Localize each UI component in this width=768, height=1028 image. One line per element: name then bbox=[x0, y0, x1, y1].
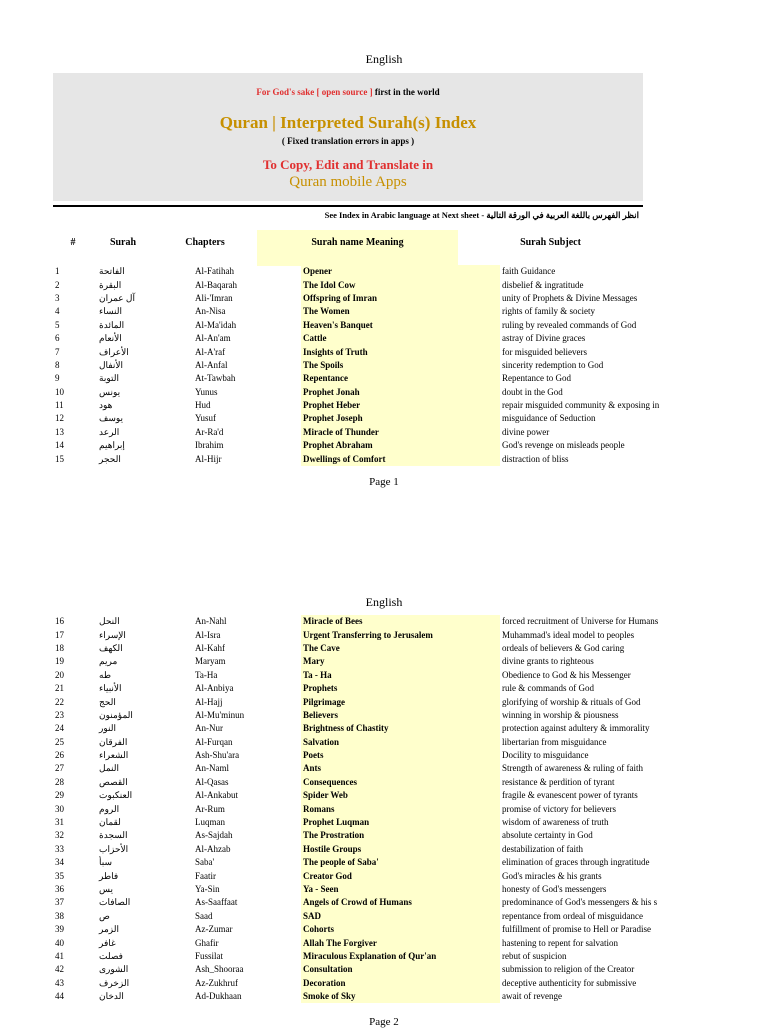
table-row bbox=[53, 816, 680, 829]
surah-number: 10 bbox=[55, 386, 64, 397]
surah-number: 40 bbox=[55, 937, 64, 948]
surah-number: 12 bbox=[55, 413, 64, 424]
surah-meaning: Consequences bbox=[301, 776, 500, 789]
table-row bbox=[53, 789, 680, 802]
table-row bbox=[53, 869, 680, 882]
banner-subtitle: ( Fixed translation errors in apps ) bbox=[281, 136, 415, 146]
surah-arabic-name: الحجر bbox=[99, 453, 121, 464]
surah-subject: ordeals of believers & God caring bbox=[502, 642, 625, 653]
surah-subject: rule & commands of God bbox=[502, 683, 594, 694]
surah-meaning: Cattle bbox=[301, 332, 500, 345]
surah-number: 34 bbox=[55, 857, 64, 868]
surah-number: 14 bbox=[55, 440, 64, 451]
surah-transliteration: Al-Hijr bbox=[195, 453, 222, 464]
title-banner bbox=[53, 73, 643, 201]
surah-meaning: Salvation bbox=[301, 736, 500, 749]
surah-transliteration: At-Tawbah bbox=[195, 373, 236, 384]
surah-meaning: Poets bbox=[301, 749, 500, 762]
surah-meaning: Dwellings of Comfort bbox=[301, 452, 500, 465]
surah-transliteration: Faatir bbox=[195, 870, 216, 881]
table-row bbox=[53, 452, 680, 465]
surah-arabic-name: المؤمنون bbox=[99, 709, 133, 720]
surah-number: 3 bbox=[55, 292, 60, 303]
surah-number: 33 bbox=[55, 843, 64, 854]
table-row bbox=[53, 736, 680, 749]
surah-number: 2 bbox=[55, 279, 60, 290]
surah-meaning: Miracle of Thunder bbox=[301, 426, 500, 439]
surah-meaning: Smoke of Sky bbox=[301, 990, 500, 1003]
surah-arabic-name: طه bbox=[99, 669, 111, 680]
divider-rule bbox=[53, 205, 643, 207]
surah-arabic-name: الأعراف bbox=[99, 346, 129, 357]
table-row bbox=[53, 910, 680, 923]
surah-transliteration: Al-Kahf bbox=[195, 642, 225, 653]
surah-transliteration: Ar-Ra'd bbox=[195, 426, 224, 437]
surah-subject: doubt in the God bbox=[502, 386, 563, 397]
surah-meaning: Urgent Transferring to Jerusalem bbox=[301, 628, 500, 641]
surah-transliteration: An-Nur bbox=[195, 723, 223, 734]
surah-transliteration: Al-Anbiya bbox=[195, 683, 234, 694]
table-row bbox=[53, 642, 680, 655]
surah-subject: unity of Prophets & Divine Messages bbox=[502, 292, 638, 303]
surah-table-page1 bbox=[53, 265, 680, 466]
surah-transliteration: Ali-'Imran bbox=[195, 292, 233, 303]
surah-number: 29 bbox=[55, 790, 64, 801]
table-row bbox=[53, 628, 680, 641]
surah-subject: libertarian from misguidance bbox=[502, 736, 607, 747]
surah-meaning: Prophet Jonah bbox=[301, 386, 500, 399]
surah-meaning: The Cave bbox=[301, 642, 500, 655]
surah-arabic-name: الزمر bbox=[99, 924, 119, 935]
surah-meaning: Prophet Joseph bbox=[301, 412, 500, 425]
surah-meaning: Creator God bbox=[301, 869, 500, 882]
table-row bbox=[53, 669, 680, 682]
surah-number: 18 bbox=[55, 642, 64, 653]
surah-subject: submission to religion of the Creator bbox=[502, 964, 635, 975]
surah-transliteration: Ibrahim bbox=[195, 440, 224, 451]
surah-arabic-name: الأنعام bbox=[99, 333, 122, 344]
surah-arabic-name: الزخرف bbox=[99, 977, 130, 988]
surah-subject: elimination of graces through ingratitude bbox=[502, 857, 650, 868]
surah-transliteration: Al-Baqarah bbox=[195, 279, 237, 290]
surah-number: 22 bbox=[55, 696, 64, 707]
surah-arabic-name: النحل bbox=[99, 616, 120, 627]
surah-transliteration: Al-Ma'idah bbox=[195, 319, 237, 330]
surah-transliteration: Ta-Ha bbox=[195, 669, 218, 680]
surah-subject: astray of Divine graces bbox=[502, 333, 586, 344]
surah-meaning: Prophet Abraham bbox=[301, 439, 500, 452]
surah-subject: glorifying of worship & rituals of God bbox=[502, 696, 641, 707]
surah-transliteration: Az-Zumar bbox=[195, 924, 233, 935]
table-row bbox=[53, 802, 680, 815]
surah-transliteration: Ash_Shooraa bbox=[195, 964, 244, 975]
surah-number: 37 bbox=[55, 897, 64, 908]
surah-meaning: The Women bbox=[301, 305, 500, 318]
surah-meaning: Insights of Truth bbox=[301, 345, 500, 358]
surah-arabic-name: غافر bbox=[99, 937, 116, 948]
surah-arabic-name: هود bbox=[99, 400, 113, 411]
table-row bbox=[53, 439, 680, 452]
surah-arabic-name: النور bbox=[99, 723, 116, 734]
surah-number: 13 bbox=[55, 426, 64, 437]
table-row bbox=[53, 278, 680, 291]
banner-copy-line: To Copy, Edit and Translate in bbox=[262, 157, 434, 172]
page2-footer: Page 2 bbox=[369, 1016, 399, 1028]
surah-meaning: Offspring of Imran bbox=[301, 292, 500, 305]
surah-subject: await of revenge bbox=[502, 991, 562, 1002]
surah-subject: predominance of God's messengers & his s bbox=[502, 897, 658, 908]
surah-arabic-name: الكهف bbox=[99, 642, 123, 653]
surah-number: 4 bbox=[55, 306, 60, 317]
table-row bbox=[53, 372, 680, 385]
surah-meaning: Ya - Seen bbox=[301, 883, 500, 896]
surah-subject: ruling by revealed commands of God bbox=[502, 319, 637, 330]
col-head-subject: Surah Subject bbox=[520, 237, 581, 248]
surah-transliteration: Ar-Rum bbox=[195, 803, 225, 814]
surah-transliteration: Al-Hajj bbox=[195, 696, 223, 707]
surah-number: 41 bbox=[55, 950, 64, 961]
surah-transliteration: Al-An'am bbox=[195, 333, 231, 344]
surah-meaning: Consultation bbox=[301, 963, 500, 976]
surah-subject: distraction of bliss bbox=[502, 453, 569, 464]
surah-transliteration: Saad bbox=[195, 910, 213, 921]
surah-transliteration: Al-Ankabut bbox=[195, 790, 238, 801]
surah-meaning: The Idol Cow bbox=[301, 278, 500, 291]
surah-arabic-name: النساء bbox=[99, 306, 122, 317]
surah-meaning: The people of Saba' bbox=[301, 856, 500, 869]
surah-number: 1 bbox=[55, 266, 60, 277]
surah-arabic-name: الرعد bbox=[99, 426, 120, 437]
surah-number: 39 bbox=[55, 924, 64, 935]
surah-arabic-name: السجدة bbox=[99, 830, 128, 841]
surah-subject: promise of victory for believers bbox=[502, 803, 616, 814]
surah-transliteration: Al-Furqan bbox=[195, 736, 233, 747]
surah-meaning: Romans bbox=[301, 802, 500, 815]
surah-subject: for misguided believers bbox=[502, 346, 587, 357]
col-head-num: # bbox=[70, 237, 76, 248]
surah-meaning: Ta - Ha bbox=[301, 669, 500, 682]
table-row bbox=[53, 843, 680, 856]
surah-subject: Obedience to God & his Messenger bbox=[502, 669, 631, 680]
table-row bbox=[53, 319, 680, 332]
surah-arabic-name: مريم bbox=[99, 656, 118, 667]
surah-subject: Muhammad's ideal model to peoples bbox=[502, 629, 635, 640]
table-row bbox=[53, 386, 680, 399]
surah-arabic-name: الأحزاب bbox=[99, 843, 129, 854]
table-row bbox=[53, 682, 680, 695]
surah-arabic-name: يونس bbox=[99, 386, 121, 397]
surah-meaning: The Spoils bbox=[301, 359, 500, 372]
surah-meaning: Cohorts bbox=[301, 923, 500, 936]
surah-transliteration: Luqman bbox=[195, 817, 225, 828]
surah-subject: fulfillment of promise to Hell or Paradise bbox=[502, 924, 651, 935]
surah-arabic-name: يس bbox=[99, 884, 113, 894]
surah-transliteration: Al-Qasas bbox=[195, 776, 229, 787]
surah-number: 15 bbox=[55, 453, 64, 464]
surah-subject: resistance & perdition of tyrant bbox=[502, 776, 615, 787]
surah-subject: destabilization of faith bbox=[502, 843, 583, 854]
surah-subject: disbelief & ingratitude bbox=[502, 279, 584, 290]
surah-number: 16 bbox=[55, 616, 64, 627]
surah-subject: repair misguided community & exposing in bbox=[502, 400, 660, 411]
surah-number: 11 bbox=[55, 400, 64, 411]
table-row bbox=[53, 359, 680, 372]
surah-meaning: Ants bbox=[301, 762, 500, 775]
surah-transliteration: Az-Zukhruf bbox=[195, 977, 238, 988]
surah-number: 31 bbox=[55, 817, 64, 828]
surah-meaning: Allah The Forgiver bbox=[301, 936, 500, 949]
surah-meaning: Believers bbox=[301, 709, 500, 722]
surah-arabic-name: الصافات bbox=[99, 897, 131, 908]
surah-arabic-name: سبأ bbox=[99, 857, 112, 868]
surah-number: 20 bbox=[55, 669, 64, 680]
surah-arabic-name: الشعراء bbox=[99, 750, 129, 761]
surah-subject: God's revenge on misleads people bbox=[502, 440, 625, 451]
banner-apps-line: Quran mobile Apps bbox=[289, 174, 407, 190]
surah-subject: absolute certainty in God bbox=[502, 830, 593, 841]
surah-transliteration: Hud bbox=[195, 400, 211, 411]
surah-subject: divine power bbox=[502, 426, 550, 437]
surah-number: 24 bbox=[55, 723, 64, 734]
table-row bbox=[53, 722, 680, 735]
surah-meaning: Mary bbox=[301, 655, 500, 668]
surah-transliteration: Ghafir bbox=[195, 937, 219, 948]
arabic-index-note: See Index in Arabic language at Next sheet - انظر الفهرس باللغة العربية في الورقة التالية bbox=[324, 210, 639, 220]
table-row bbox=[53, 829, 680, 842]
surah-transliteration: Al-Isra bbox=[195, 629, 221, 640]
surah-subject: Docility to misguidance bbox=[502, 750, 589, 761]
surah-arabic-name: الدخان bbox=[99, 991, 124, 1002]
surah-subject: protection against adultery & immorality bbox=[502, 723, 650, 734]
surah-arabic-name: الحج bbox=[99, 696, 116, 707]
table-row bbox=[53, 776, 680, 789]
surah-arabic-name: فاطر bbox=[99, 870, 119, 881]
surah-subject: repentance from ordeal of misguidance bbox=[502, 910, 643, 921]
page2-header: English bbox=[365, 595, 403, 609]
surah-transliteration: Yunus bbox=[195, 386, 218, 397]
surah-transliteration: Al-Fatihah bbox=[195, 266, 234, 277]
surah-arabic-name: القصص bbox=[99, 776, 128, 787]
table-row bbox=[53, 749, 680, 762]
surah-number: 36 bbox=[55, 884, 64, 894]
surah-meaning: The Prostration bbox=[301, 829, 500, 842]
surah-arabic-name: الفرقان bbox=[99, 736, 128, 747]
surah-transliteration: Fussilat bbox=[195, 950, 224, 961]
banner-tagline bbox=[53, 87, 643, 97]
surah-subject: Repentance to God bbox=[502, 373, 571, 384]
surah-arabic-name: الإسراء bbox=[99, 629, 126, 640]
surah-number: 19 bbox=[55, 656, 64, 667]
surah-number: 43 bbox=[55, 977, 64, 988]
surah-number: 5 bbox=[55, 319, 60, 330]
surah-number: 21 bbox=[55, 683, 64, 694]
surah-meaning: Angels of Crowd of Humans bbox=[301, 896, 500, 909]
surah-number: 8 bbox=[55, 359, 60, 370]
surah-number: 27 bbox=[55, 763, 64, 774]
surah-number: 9 bbox=[55, 373, 60, 384]
surah-number: 17 bbox=[55, 629, 64, 640]
surah-arabic-name: آل عمران bbox=[99, 292, 135, 303]
table-row bbox=[53, 923, 680, 936]
surah-arabic-name: الفاتحة bbox=[99, 266, 125, 277]
table-row bbox=[53, 426, 680, 439]
surah-meaning: Heaven's Banquet bbox=[301, 319, 500, 332]
surah-subject: God's miracles & his grants bbox=[502, 870, 602, 881]
surah-transliteration: Al-Ahzab bbox=[195, 843, 231, 854]
surah-arabic-name: الأنفال bbox=[99, 359, 123, 370]
surah-number: 26 bbox=[55, 750, 64, 761]
surah-meaning: Opener bbox=[301, 265, 500, 278]
col-head-surah: Surah bbox=[109, 237, 137, 248]
surah-meaning: Miraculous Explanation of Qur'an bbox=[301, 950, 500, 963]
surah-arabic-name: النمل bbox=[99, 763, 119, 774]
surah-meaning: Miracle of Bees bbox=[301, 615, 500, 628]
table-row bbox=[53, 963, 680, 976]
surah-table-page2 bbox=[53, 615, 680, 1003]
surah-transliteration: As-Saaffaat bbox=[195, 897, 238, 908]
surah-transliteration: Al-Anfal bbox=[195, 359, 228, 370]
surah-arabic-name: التوبة bbox=[99, 373, 119, 384]
surah-arabic-name: فصلت bbox=[99, 950, 123, 961]
surah-transliteration: Maryam bbox=[195, 656, 226, 667]
surah-meaning: Prophet Heber bbox=[301, 399, 500, 412]
surah-subject: Strength of awareness & ruling of faith bbox=[502, 763, 643, 774]
surah-transliteration: An-Naml bbox=[195, 763, 229, 774]
table-row bbox=[53, 709, 680, 722]
surah-number: 30 bbox=[55, 803, 64, 814]
surah-number: 32 bbox=[55, 830, 64, 841]
surah-transliteration: Al-Mu'minun bbox=[195, 709, 245, 720]
page1-footer: Page 1 bbox=[369, 476, 399, 488]
table-row bbox=[53, 977, 680, 990]
surah-number: 7 bbox=[55, 346, 60, 357]
surah-number: 28 bbox=[55, 776, 64, 787]
surah-transliteration: Yusuf bbox=[195, 413, 217, 424]
surah-arabic-name: إبراهيم bbox=[99, 440, 125, 451]
tagline-first: first in the world bbox=[372, 87, 440, 97]
surah-arabic-name: البقرة bbox=[99, 279, 122, 290]
surah-subject: sincerity redemption to God bbox=[502, 359, 604, 370]
surah-arabic-name: ص bbox=[99, 910, 110, 921]
surah-transliteration: An-Nahl bbox=[195, 616, 227, 627]
surah-arabic-name: الروم bbox=[99, 803, 120, 814]
surah-arabic-name: الشورى bbox=[99, 964, 129, 975]
surah-subject: hastening to repent for salvation bbox=[502, 937, 618, 948]
table-row bbox=[53, 950, 680, 963]
surah-number: 6 bbox=[55, 333, 60, 344]
surah-subject: forced recruitment of Universe for Humans bbox=[502, 616, 659, 627]
surah-transliteration: Ya-Sin bbox=[195, 884, 220, 894]
surah-subject: honesty of God's messengers bbox=[502, 884, 607, 894]
surah-subject: rebut of suspicion bbox=[502, 950, 567, 961]
table-row bbox=[53, 305, 680, 318]
table-row bbox=[53, 883, 680, 896]
surah-meaning: Hostile Groups bbox=[301, 843, 500, 856]
surah-number: 42 bbox=[55, 964, 64, 975]
table-row bbox=[53, 856, 680, 869]
surah-number: 25 bbox=[55, 736, 64, 747]
col-head-meaning: Surah name Meaning bbox=[257, 230, 458, 262]
surah-meaning: Prophets bbox=[301, 682, 500, 695]
tagline-open-source: For God's sake [ open source ] bbox=[256, 87, 373, 97]
table-row bbox=[53, 615, 680, 628]
surah-transliteration: Al-A'raf bbox=[195, 346, 226, 357]
surah-arabic-name: يوسف bbox=[99, 413, 124, 424]
surah-subject: rights of family & society bbox=[502, 306, 595, 317]
table-row bbox=[53, 412, 680, 425]
surah-meaning: Decoration bbox=[301, 977, 500, 990]
surah-transliteration: Ash-Shu'ara bbox=[195, 750, 240, 761]
table-row bbox=[53, 762, 680, 775]
col-head-chapters: Chapters bbox=[185, 237, 225, 248]
surah-transliteration: Saba' bbox=[195, 857, 215, 868]
table-row bbox=[53, 399, 680, 412]
surah-meaning: Prophet Luqman bbox=[301, 816, 500, 829]
surah-meaning: SAD bbox=[301, 910, 500, 923]
surah-subject: faith Guidance bbox=[502, 266, 556, 277]
table-row bbox=[53, 332, 680, 345]
surah-meaning: Spider Web bbox=[301, 789, 500, 802]
surah-subject: misguidance of Seduction bbox=[502, 413, 596, 424]
table-row bbox=[53, 695, 680, 708]
page1-header: English bbox=[365, 52, 403, 66]
surah-number: 35 bbox=[55, 870, 64, 881]
table-row bbox=[53, 655, 680, 668]
surah-arabic-name: المائدة bbox=[99, 319, 125, 330]
surah-arabic-name: الأنبياء bbox=[99, 683, 122, 694]
surah-number: 38 bbox=[55, 910, 64, 921]
table-row bbox=[53, 292, 680, 305]
table-row bbox=[53, 265, 680, 278]
surah-meaning: Brightness of Chastity bbox=[301, 722, 500, 735]
surah-number: 23 bbox=[55, 709, 64, 720]
surah-subject: winning in worship & piousness bbox=[502, 709, 619, 720]
table-row bbox=[53, 896, 680, 909]
surah-transliteration: Ad-Dukhaan bbox=[195, 991, 242, 1002]
surah-subject: deceptive authenticity for submissive bbox=[502, 977, 637, 988]
surah-subject: divine grants to righteous bbox=[502, 656, 594, 667]
surah-subject: fragile & evanescent power of tyrants bbox=[502, 790, 638, 801]
table-row bbox=[53, 345, 680, 358]
surah-subject: wisdom of awareness of truth bbox=[502, 817, 609, 828]
table-row bbox=[53, 936, 680, 949]
surah-arabic-name: لقمان bbox=[99, 817, 121, 828]
surah-meaning: Repentance bbox=[301, 372, 500, 385]
surah-meaning: Pilgrimage bbox=[301, 695, 500, 708]
surah-arabic-name: العنكبوت bbox=[99, 790, 133, 801]
surah-transliteration: As-Sajdah bbox=[195, 830, 233, 841]
surah-number: 44 bbox=[55, 991, 64, 1002]
banner-title: Quran | Interpreted Surah(s) Index bbox=[219, 113, 477, 132]
table-row bbox=[53, 990, 680, 1003]
surah-transliteration: An-Nisa bbox=[195, 306, 226, 317]
